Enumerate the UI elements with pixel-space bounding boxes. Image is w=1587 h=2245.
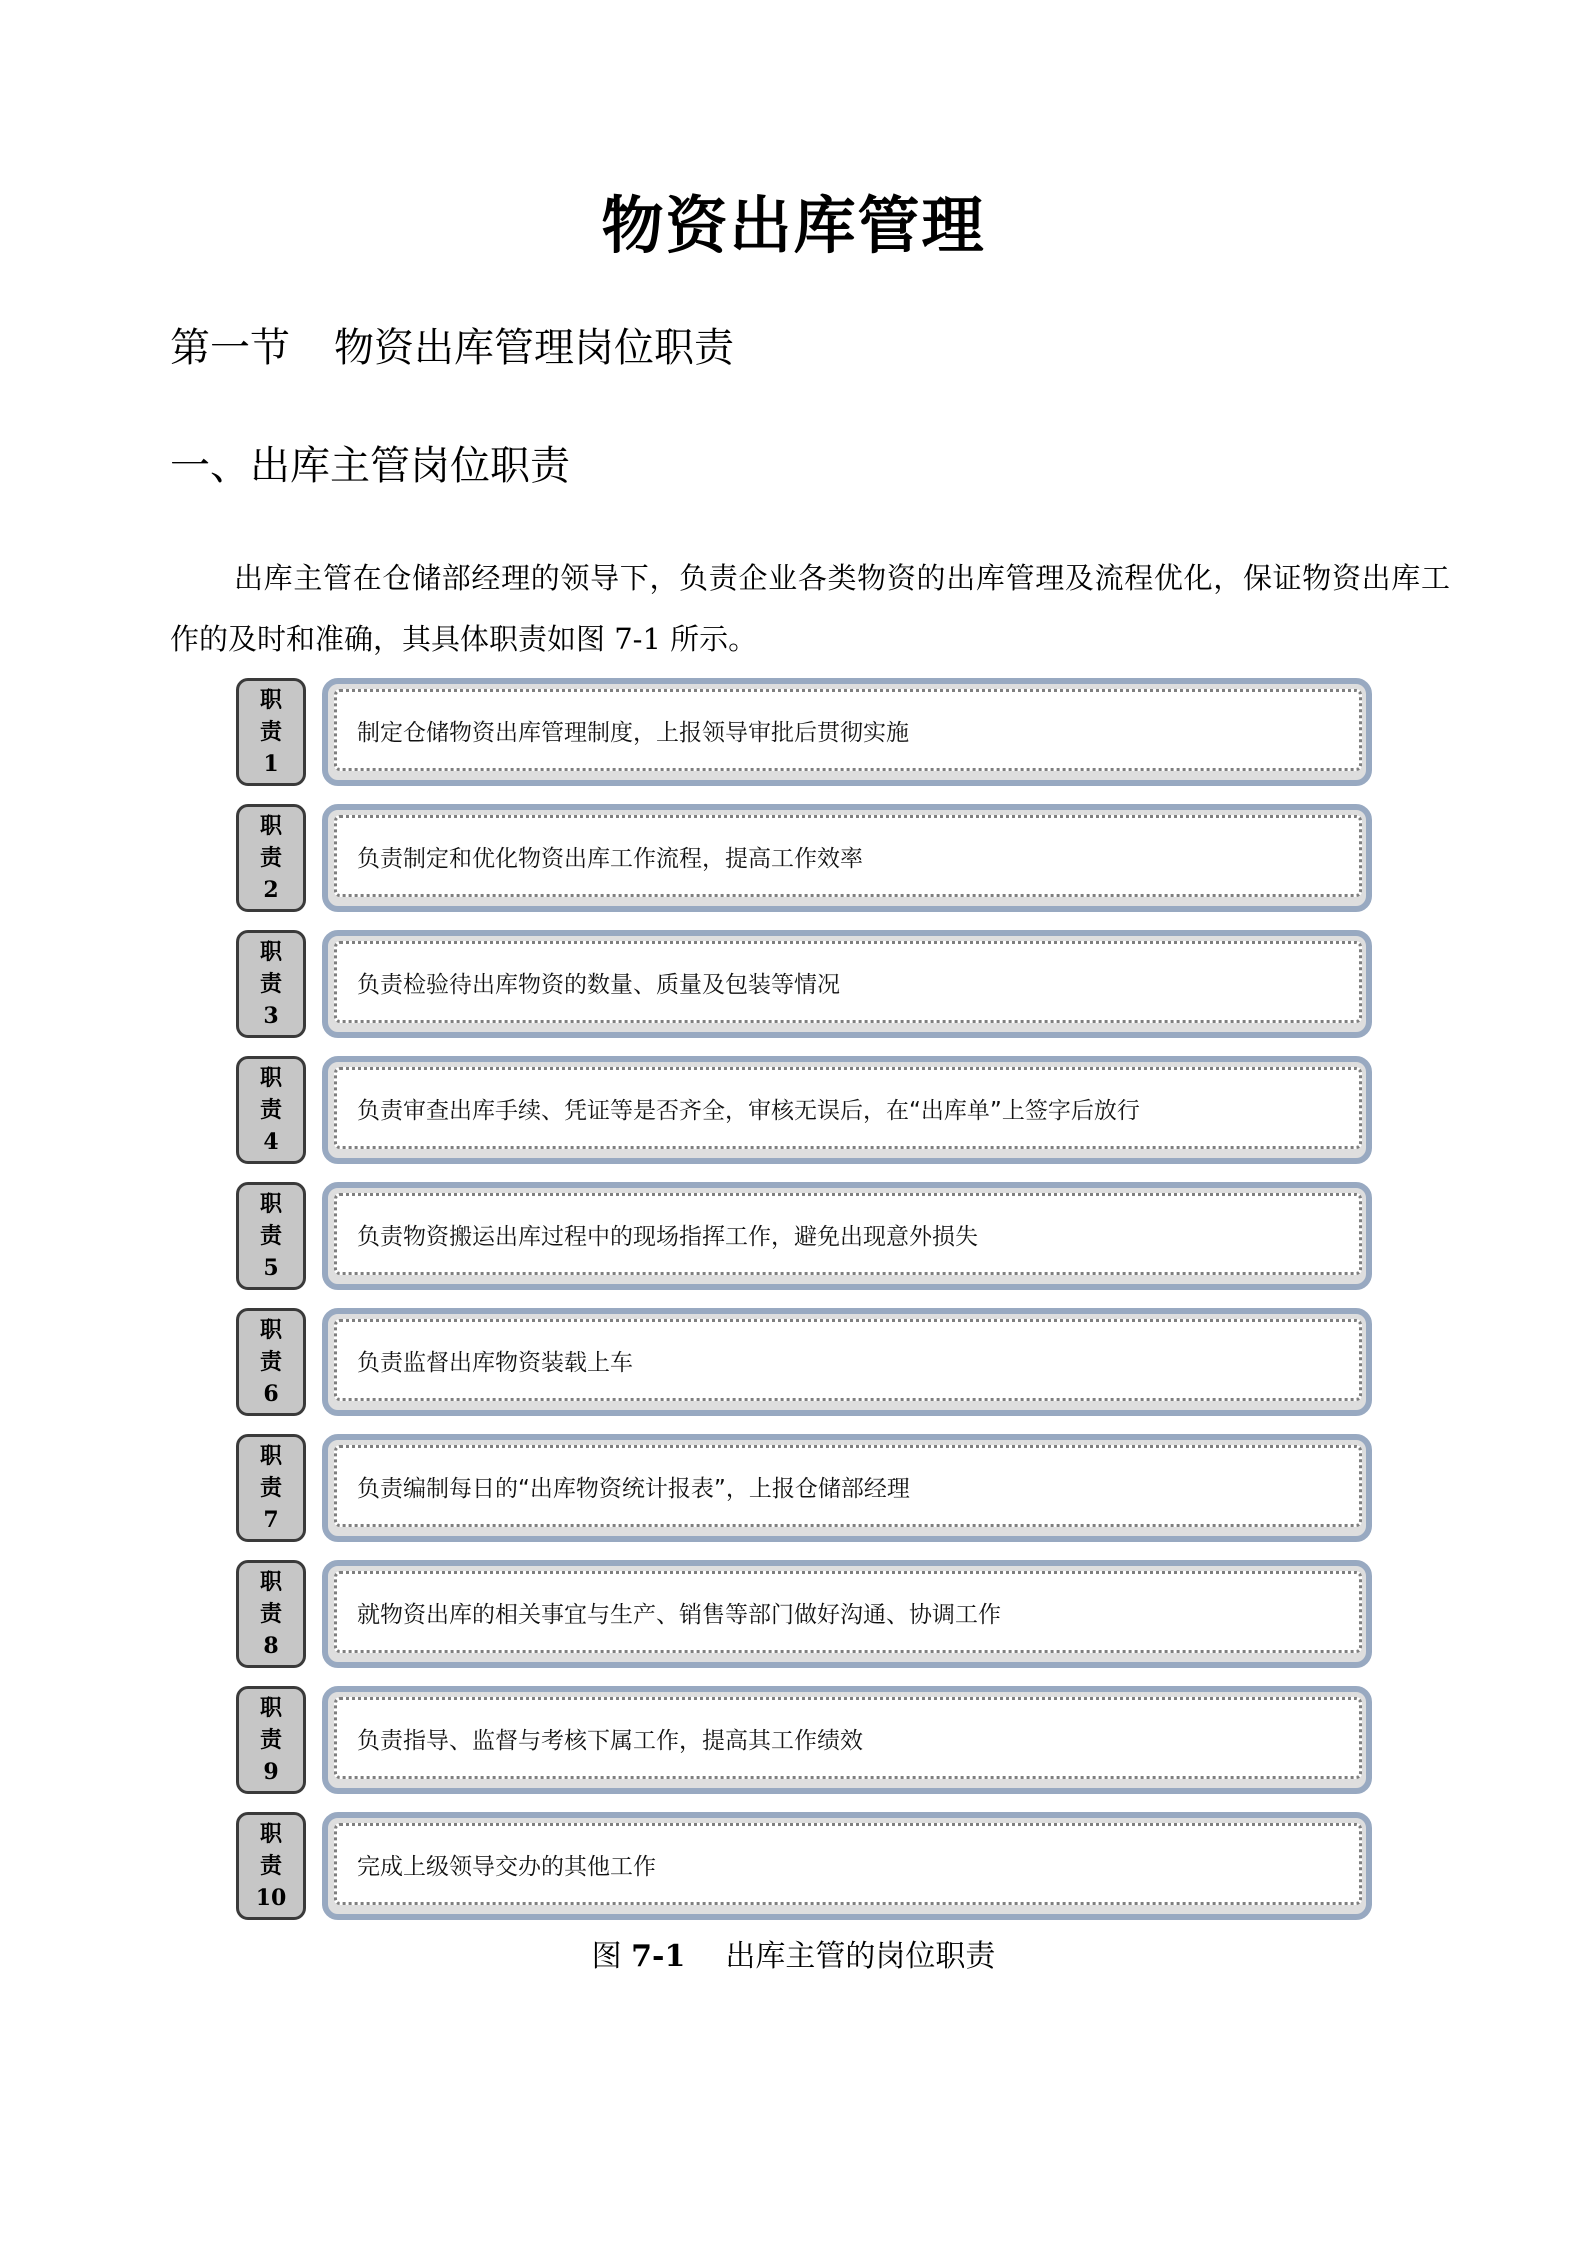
duty-inner xyxy=(334,1823,1362,1905)
badge-char: 职 xyxy=(259,939,282,965)
badge-char: 责 xyxy=(259,719,282,745)
duty-badge xyxy=(236,1686,306,1794)
figure-caption xyxy=(0,1935,1587,1979)
badge-char: 职 xyxy=(259,1821,282,1847)
badge-char: 责 xyxy=(259,1349,282,1375)
duty-row xyxy=(236,1308,1372,1418)
badge-char: 职 xyxy=(259,1695,282,1721)
duty-box xyxy=(322,1056,1372,1164)
section-heading xyxy=(170,320,734,376)
duty-inner xyxy=(334,815,1362,897)
duty-row xyxy=(236,1560,1372,1670)
duty-row xyxy=(236,804,1372,914)
badge-char: 责 xyxy=(259,1853,282,1879)
section-number: 第一节 xyxy=(170,325,290,371)
duty-text: 负责物资搬运出库过程中的现场指挥工作，避免出现意外损失 xyxy=(357,1223,978,1250)
badge-char: 责 xyxy=(259,1097,282,1123)
duty-inner xyxy=(334,689,1362,771)
badge-char: 责 xyxy=(259,1223,282,1249)
duty-badge xyxy=(236,804,306,912)
duty-text: 负责编制每日的“出库物资统计报表”，上报仓储部经理 xyxy=(357,1475,910,1502)
badge-number: 4 xyxy=(263,1129,279,1155)
badge-char: 职 xyxy=(259,1065,282,1091)
duty-inner xyxy=(334,1445,1362,1527)
duty-inner xyxy=(334,1697,1362,1779)
badge-char: 责 xyxy=(259,1727,282,1753)
figure-label-prefix: 图 xyxy=(591,1939,622,1974)
duty-row xyxy=(236,1182,1372,1292)
duty-text: 制定仓储物资出库管理制度，上报领导审批后贯彻实施 xyxy=(357,719,909,746)
badge-char: 责 xyxy=(259,1601,282,1627)
badge-char: 职 xyxy=(259,813,282,839)
duty-box xyxy=(322,1560,1372,1668)
duty-badge xyxy=(236,678,306,786)
badge-char: 职 xyxy=(259,1443,282,1469)
duty-inner xyxy=(334,1571,1362,1653)
duty-row xyxy=(236,1056,1372,1166)
badge-char: 责 xyxy=(259,971,282,997)
duty-row xyxy=(236,1434,1372,1544)
duty-badge xyxy=(236,1182,306,1290)
duty-badge xyxy=(236,1434,306,1542)
badge-number: 3 xyxy=(263,1003,279,1029)
badge-number: 8 xyxy=(263,1633,279,1659)
badge-char: 责 xyxy=(259,1475,282,1501)
badge-char: 职 xyxy=(259,1317,282,1343)
duty-text: 负责审查出库手续、凭证等是否齐全，审核无误后，在“出库单”上签字后放行 xyxy=(357,1097,1140,1124)
duty-inner xyxy=(334,941,1362,1023)
duty-text: 负责指导、监督与考核下属工作，提高其工作绩效 xyxy=(357,1727,863,1754)
duty-box xyxy=(322,1434,1372,1542)
badge-number: 10 xyxy=(255,1885,287,1911)
subsection-heading: 一、出库主管岗位职责 xyxy=(170,443,570,489)
duty-box xyxy=(322,1308,1372,1416)
duty-text: 就物资出库的相关事宜与生产、销售等部门做好沟通、协调工作 xyxy=(357,1601,1001,1628)
page-title: 物资出库管理 xyxy=(601,189,986,262)
figure-label-number: 7-1 xyxy=(631,1939,686,1974)
duty-badge xyxy=(236,1560,306,1668)
duty-text: 完成上级领导交办的其他工作 xyxy=(357,1853,656,1880)
duty-row xyxy=(236,930,1372,1040)
duty-inner xyxy=(334,1193,1362,1275)
badge-number: 5 xyxy=(263,1255,279,1281)
section-title: 物资出库管理岗位职责 xyxy=(334,325,734,371)
duty-box xyxy=(322,1812,1372,1920)
duty-text: 负责检验待出库物资的数量、质量及包装等情况 xyxy=(357,971,840,998)
figure-caption-text: 出库主管的岗位职责 xyxy=(725,1939,996,1974)
badge-char: 职 xyxy=(259,1191,282,1217)
duty-box xyxy=(322,1686,1372,1794)
badge-char: 职 xyxy=(259,1569,282,1595)
badge-number: 7 xyxy=(263,1507,279,1533)
duty-row xyxy=(236,1812,1372,1922)
badge-number: 1 xyxy=(263,751,279,777)
duty-box xyxy=(322,804,1372,912)
duty-box xyxy=(322,930,1372,1038)
duty-box xyxy=(322,678,1372,786)
duty-badge xyxy=(236,1308,306,1416)
badge-number: 2 xyxy=(263,877,279,903)
badge-char: 责 xyxy=(259,845,282,871)
duty-text: 负责制定和优化物资出库工作流程，提高工作效率 xyxy=(357,845,863,872)
duty-inner xyxy=(334,1067,1362,1149)
duty-box xyxy=(322,1182,1372,1290)
duty-row xyxy=(236,678,1372,788)
duty-inner xyxy=(334,1319,1362,1401)
duty-badge xyxy=(236,930,306,1038)
duty-badge xyxy=(236,1812,306,1920)
badge-number: 9 xyxy=(263,1759,279,1785)
duty-row xyxy=(236,1686,1372,1796)
badge-char: 职 xyxy=(259,687,282,713)
badge-number: 6 xyxy=(263,1381,279,1407)
intro-paragraph: 出库主管在仓储部经理的领导下，负责企业各类物资的出库管理及流程优化，保证物资出库工作的及时和准确，其具体职责如图 7-1 所示。 xyxy=(170,561,1450,656)
duty-text: 负责监督出库物资装载上车 xyxy=(357,1349,633,1376)
duty-badge xyxy=(236,1056,306,1164)
